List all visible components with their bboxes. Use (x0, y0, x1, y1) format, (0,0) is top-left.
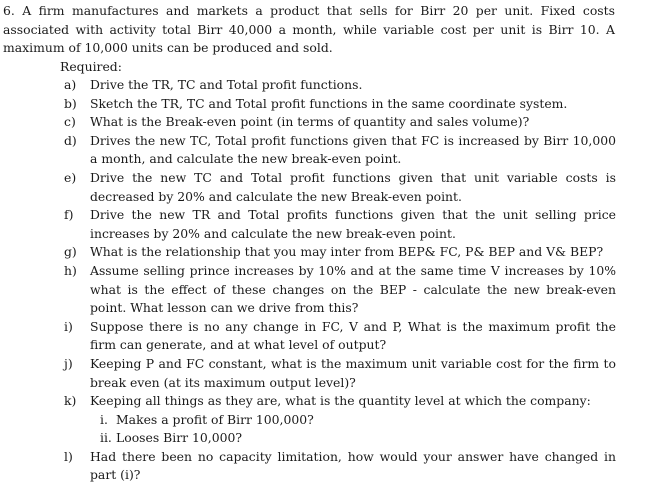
question-label: l) (64, 448, 73, 464)
subquestion-text: Looses Birr 10,000? (116, 430, 242, 446)
question-label: g) (64, 244, 77, 260)
question-label: a) (64, 77, 77, 92)
required-label: Required: (60, 59, 122, 74)
question-label: d) (64, 132, 77, 148)
question-text: What is the relationship that you may inter from BEP& FC, P& BEP and V& BEP? (90, 244, 604, 260)
question-label: e) (64, 169, 77, 185)
question-d (64, 132, 616, 169)
question-text: Keeping all things as they are, what is the quantity level at which the company: (90, 393, 591, 409)
question-label: f) (64, 207, 74, 223)
question-text: Drives the new TC, Total profit functions given that FC is increased by Birr 10,000 a month, and calculate the new break-even point. (90, 132, 616, 167)
subquestion-text: Makes a profit of Birr 100,000? (116, 411, 314, 427)
question-l (64, 448, 616, 485)
question-text: Had there been no capacity limitation, how would your answer have changed in part (i)? (90, 448, 616, 483)
question-g (64, 243, 616, 262)
question-text: Drive the new TC and Total profit functions given that unit variable costs is decreased by 20% and calculate the new Break-even point. (90, 169, 616, 204)
question-h (64, 262, 616, 318)
subquestion-label: ii. (100, 430, 112, 446)
question-label: h) (64, 262, 77, 278)
question-list (64, 76, 616, 485)
problem-intro: 6. A firm manufactures and markets a product that sells for Birr 20 per unit. Fixed costs associated with activity total Birr 40,000 a month, while variable cost per unit is Birr 10. A maximum of 10,000 units can be produced and sold. (3, 3, 615, 56)
question-label: b) (64, 95, 77, 111)
question-text: Sketch the TR, TC and Total profit functions in the same coordinate system. (90, 95, 568, 111)
question-b (64, 95, 616, 114)
question-e (64, 169, 616, 206)
subquestion-i (100, 411, 616, 430)
question-text: Keeping P and FC constant, what is the maximum unit variable cost for the firm to break even (at its maximum output level)? (90, 355, 616, 390)
question-label: j) (64, 355, 73, 371)
question-k (64, 392, 616, 411)
subquestion-ii (100, 429, 616, 448)
question-text: Assume selling prince increases by 10% and at the same time V increases by 10% what is the effect of these changes on the BEP - calculate the new break-even point. What lesson can we drive from this? (90, 262, 616, 316)
question-label: c) (64, 114, 76, 130)
question-i (64, 318, 616, 355)
question-j (64, 355, 616, 392)
question-text: Suppose there is no any change in FC, V and P, What is the maximum profit the firm can generate, and at what level of output? (90, 318, 616, 353)
subquestion-label: i. (100, 411, 108, 427)
question-text: Drive the TR, TC and Total profit functions. (90, 77, 363, 92)
question-text: What is the Break-even point (in terms of quantity and sales volume)? (90, 114, 530, 130)
question-f (64, 206, 616, 243)
question-c (64, 113, 616, 132)
question-label: i) (64, 318, 73, 334)
question-text: Drive the new TR and Total profits functions given that the unit selling price increases by 20% and calculate the new break-even point. (90, 207, 616, 241)
question-a (64, 76, 616, 95)
question-label: k) (64, 393, 77, 409)
